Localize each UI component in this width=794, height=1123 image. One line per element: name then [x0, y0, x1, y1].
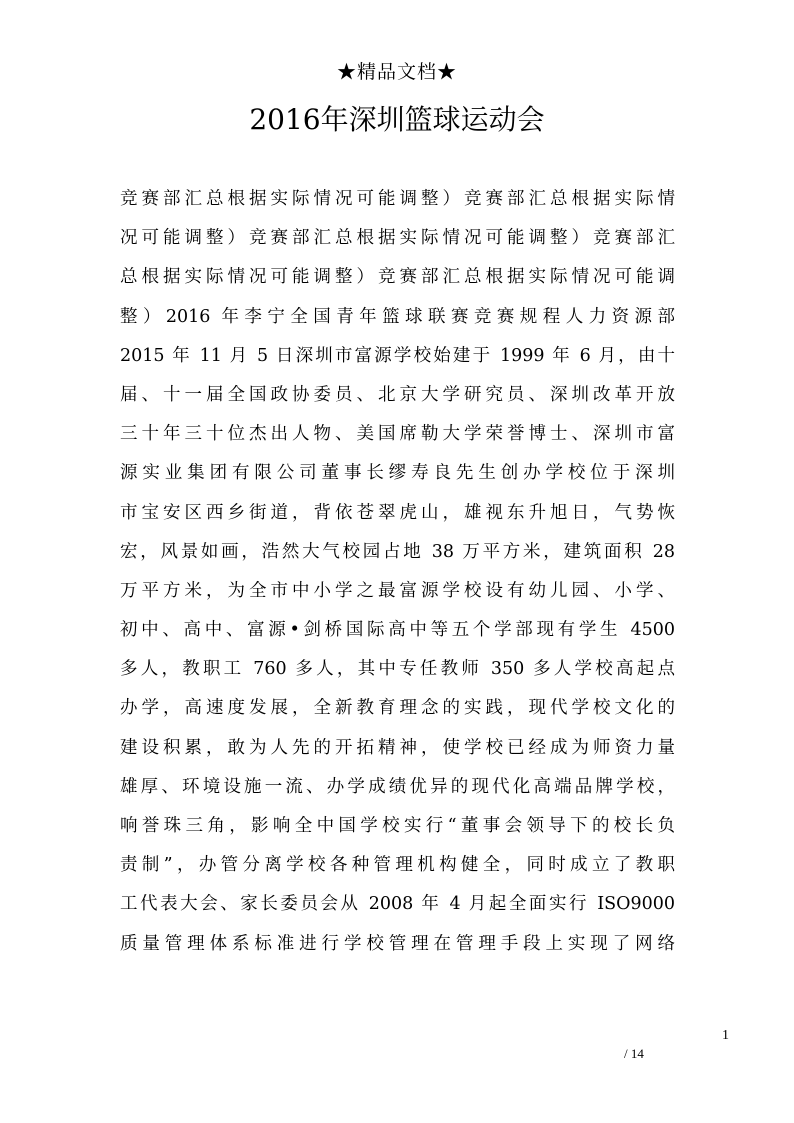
page-total: / 14 — [624, 1046, 644, 1061]
body-line: 责制”，办管分离学校各种管理机构健全，同时成立了教职 — [120, 855, 675, 876]
document-header-banner: ★精品文档★ — [336, 61, 457, 83]
body-line: 2015 年 11 月 5 日深圳市富源学校始建于 1999 年 6 月，由十 — [120, 345, 675, 366]
body-line: 雄厚、环境设施一流、办学成绩优异的现代化高端品牌学校， — [120, 776, 675, 797]
body-line: 市宝安区西乡街道，背依苍翠虎山，雄视东升旭日，气势恢 — [120, 502, 675, 523]
document-body — [120, 180, 675, 964]
body-line: 响誉珠三角，影响全中国学校实行“董事会领导下的校长负 — [120, 816, 675, 836]
body-line: 宏，风景如画，浩然大气校园占地 38 万平方米，建筑面积 28 — [120, 541, 675, 562]
body-line: 届、十一届全国政协委员、北京大学研究员、深圳改革开放 — [120, 384, 675, 405]
body-line: 竞赛部汇总根据实际情况可能调整）竞赛部汇总根据实际情 — [120, 189, 675, 209]
page-number: 1 — [722, 1028, 729, 1043]
body-line: 万平方米，为全市中小学之最富源学校设有幼儿园、小学、 — [120, 580, 675, 601]
body-line: 三十年三十位杰出人物、美国席勒大学荣誉博士、深圳市富 — [120, 424, 675, 445]
body-line: 况可能调整）竞赛部汇总根据实际情况可能调整）竞赛部汇 — [120, 228, 675, 249]
body-line: 总根据实际情况可能调整）竞赛部汇总根据实际情况可能调 — [120, 267, 675, 288]
body-line: 源实业集团有限公司董事长缪寿良先生创办学校位于深圳 — [120, 463, 675, 484]
body-line: 建设积累，敢为人先的开拓精神，使学校已经成为师资力量 — [120, 737, 675, 758]
body-line: 质量管理体系标准进行学校管理在管理手段上实现了网络 — [120, 933, 675, 954]
body-line: 整）2016 年李宁全国青年篮球联赛竞赛规程人力资源部 — [120, 306, 675, 327]
body-line: 工代表大会、家长委员会从 2008 年 4 月起全面实行 ISO9000 — [120, 894, 675, 915]
body-line: 初中、高中、富源•剑桥国际高中等五个学部现有学生 4500 — [120, 620, 675, 641]
document-title: 2016年深圳篮球运动会 — [249, 103, 545, 136]
body-line: 办学，高速度发展，全新教育理念的实践，现代学校文化的 — [120, 698, 675, 719]
body-line: 多人，教职工 760 多人，其中专任教师 350 多人学校高起点 — [120, 659, 675, 680]
